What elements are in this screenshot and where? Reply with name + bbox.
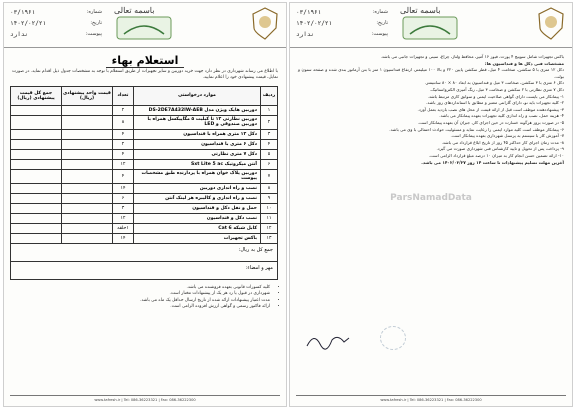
attachment-label: پیوست: — [85, 31, 102, 37]
municipality-logo — [116, 16, 172, 40]
paragraph: ۳- پیشنهاددهنده موظف است قبل از ارائه قیمت از محل های نصب بازدید بعمل آورد. — [417, 106, 564, 112]
row-quantity: ۲ — [113, 105, 134, 115]
col-header-desc: موارد درخواستی — [134, 86, 261, 105]
row-unit-price — [62, 129, 113, 139]
row-number: ۵ — [261, 149, 278, 159]
row-quantity: ۱۲ — [113, 213, 134, 223]
number-label: شماره: — [372, 9, 388, 15]
number-label: شماره: — [86, 9, 102, 15]
row-unit-price — [62, 233, 113, 243]
row-number: ۶ — [261, 159, 278, 169]
row-quantity: ۴ — [113, 129, 134, 139]
row-quantity: ۱۴ — [113, 183, 134, 193]
row-quantity: ۳ — [113, 203, 134, 213]
paragraph: دکل ۱۲ متری با ۵ سکشن، ضخامت ۴ میل، قطر سکشن پایین ۲۲۰ و بالا ۱۰۰ میلیمتر، ارتفاع فنداسیون ۱ متر با بتن آرماتور بندی شده و صفحه ستون و بولت. — [298, 67, 564, 79]
row-quantity: ۸ — [113, 115, 134, 129]
row-total-price — [11, 105, 62, 115]
table-row — [11, 169, 278, 183]
watermark: ParsNamadData — [390, 193, 472, 203]
row-number: ۱۳ — [261, 233, 278, 243]
table-row — [11, 139, 278, 149]
emblem-icon — [250, 6, 280, 40]
paragraph: ۸- مدت زمان اجرای کار حداکثر ۴۵ روز از تاریخ ابلاغ قرارداد می باشد. — [441, 139, 564, 145]
row-description: نصب دکل و فنداسیون — [134, 213, 261, 223]
row-quantity: ۶ — [113, 193, 134, 203]
attachment-value: ندارد — [10, 31, 29, 38]
paragraph: دکل ۷ متری نظارتی با ۲ سکشن و ضخامت ۳ میل، رنگ آمیزی الکترواستاتیک. — [429, 86, 564, 92]
col-header-unit-price: قیمت واحد پیشنهادی (ریال) — [62, 86, 113, 105]
row-number: ۷ — [261, 169, 278, 183]
row-unit-price — [62, 203, 113, 213]
paragraph: ۱۰- ارائه تضمین حسن انجام کار به میزان ۱۰ درصد مبلغ قرارداد الزامی است. — [428, 152, 564, 158]
document-title: استعلام بهاء — [4, 54, 286, 67]
row-unit-price — [62, 183, 113, 193]
table-row — [11, 149, 278, 159]
row-description: دکل ۱۲ متری همراه با فنداسیون — [134, 129, 261, 139]
summary-box — [10, 244, 278, 280]
table-row — [11, 115, 278, 129]
page-footer: www.tafresh.ir | Tel: 086-36223321 | Fax: 086-36222300 — [10, 395, 280, 402]
table-row — [11, 193, 278, 203]
terms-body — [290, 48, 572, 166]
table-row — [11, 159, 278, 169]
letterhead — [4, 3, 286, 48]
row-description: باکس تجهیزات — [134, 233, 261, 243]
row-quantity: ۴ — [113, 149, 134, 159]
row-number: ۹ — [261, 193, 278, 203]
row-description: دکل ۷ متری نظارتی — [134, 149, 261, 159]
row-description: نصب و راه اندازی دوربین — [134, 183, 261, 193]
row-description: دوربین نظارتی ۱۲ تا کیلیت ۵ مگاپیکسل همراه با دوربین صندوقی و LED — [134, 115, 261, 129]
signature-icon — [304, 328, 352, 354]
paragraph: ۱- پیمانکار می بایست دارای گواهی صلاحیت ایمنی و سوابق کاری مرتبط باشد. — [427, 93, 564, 99]
row-quantity: ۴ — [113, 169, 134, 183]
row-quantity: ۱۴ — [113, 233, 134, 243]
row-total-price — [11, 203, 62, 213]
row-total-price — [11, 193, 62, 203]
paragraph: ۴- هزینه حمل، نصب و راه اندازی کلیه تجهیزات بعهده پیمانکار می باشد. — [439, 113, 564, 119]
row-description: آنتن میکروتیک Sxt Lite 5 ac — [134, 159, 261, 169]
table-row — [11, 233, 278, 243]
row-quantity: ۱حلقه — [113, 223, 134, 233]
row-unit-price — [62, 159, 113, 169]
table-row — [11, 203, 278, 213]
paragraph: مشخصات فنی دکل ها و فنداسیون ها: — [484, 60, 564, 66]
row-description: دوربین پلاک خوان همراه با پردازنده طبق مشخصات پیوست — [134, 169, 261, 183]
letter-meta — [296, 7, 388, 40]
left-document-page — [3, 2, 287, 407]
row-unit-price — [62, 115, 113, 129]
row-number: ۱۰ — [261, 203, 278, 213]
row-total-price — [11, 115, 62, 129]
paragraph: ۲- کلیه تجهیزات باید نو، دارای گارانتی معتبر و مطابق با استانداردهای روز باشد. — [426, 100, 564, 106]
row-quantity: ۲ — [113, 139, 134, 149]
emblem-icon — [536, 6, 566, 40]
note-item: • کلیه کسورات قانونی بعهده فروشنده می باشد. — [12, 285, 270, 291]
row-number: ۲ — [261, 115, 278, 129]
attachment-label: پیوست: — [371, 31, 388, 37]
row-unit-price — [62, 193, 113, 203]
row-quantity: ۱۲ — [113, 159, 134, 169]
page-footer: www.tafresh.ir | Tel: 086-36223321 | Fax: 086-36222300 — [296, 395, 566, 402]
note-item: • مدت اعتبار پیشنهادات ارائه شده از تاریخ ارسال حداقل یک ماه می باشد. — [12, 298, 270, 304]
date-value: ۱۴۰۲/۰۲/۲۱ — [10, 20, 47, 27]
signature-label: مهر و امضاء: — [11, 261, 277, 279]
row-number: ۱۱ — [261, 213, 278, 223]
attachment-value: ندارد — [296, 31, 315, 38]
row-description: کابل شبکه Cat 6 — [134, 223, 261, 233]
row-total-price — [11, 183, 62, 193]
notes-section — [4, 280, 286, 311]
row-unit-price — [62, 213, 113, 223]
row-unit-price — [62, 223, 113, 233]
row-total-price — [11, 139, 62, 149]
letter-meta — [10, 7, 102, 40]
date-label: تاریخ: — [90, 20, 102, 26]
date-value: ۱۴۰۲/۰۲/۲۱ — [296, 20, 333, 27]
basmala: باسمه تعالی — [114, 6, 155, 15]
row-unit-price — [62, 169, 113, 183]
paragraph: آخرین مهلت تسلیم پیشنهادات تا ساعت ۱۴ روز ۱۴۰۲/۰۲/۲۷ می باشد. — [421, 159, 564, 165]
row-total-price — [11, 233, 62, 243]
row-unit-price — [62, 105, 113, 115]
note-item: • شهرداری در قبول یا رد هر یک از پیشنهادات مختار است. — [12, 291, 270, 297]
row-description: دوربین هایک ویژن مدل DS-2DE7A432IW-AEB — [134, 105, 261, 115]
table-row — [11, 105, 278, 115]
number-value: ۰۳/۱۹۶۱ — [10, 9, 36, 16]
right-document-page — [289, 2, 573, 407]
row-total-price — [11, 223, 62, 233]
row-description: حمل و نقل دکل و فنداسیون — [134, 203, 261, 213]
paragraph: ۶- پیمانکار موظف است کلیه موارد ایمنی را رعایت نماید و مسئولیت حوادث احتمالی با وی می باشد. — [389, 126, 564, 132]
table-row — [11, 223, 278, 233]
municipality-logo — [402, 16, 458, 40]
row-total-price — [11, 149, 62, 159]
row-number: ۸ — [261, 183, 278, 193]
table-row — [11, 129, 278, 139]
col-header-qty: تعداد — [113, 86, 134, 105]
row-number: ۱۲ — [261, 223, 278, 233]
total-sum-label: جمع کل به ریال: — [238, 246, 273, 253]
basmala: باسمه تعالی — [400, 6, 441, 15]
paragraph: ۹- پرداخت پس از تحویل و تایید کارشناس فنی شهرداری صورت می گیرد. — [436, 146, 564, 152]
row-description: دکل ۶ متری با فنداسیون — [134, 139, 261, 149]
paragraph: باکس تجهیزات شامل سوییچ ۴ پورت، فیوز ۱۶ آمپر، محافظ ولتاژ، چراغ، سینی و تجهیزات جانبی می باشد. — [380, 54, 564, 59]
row-number: ۳ — [261, 129, 278, 139]
items-table — [10, 86, 278, 244]
col-header-no: ردیف — [261, 86, 278, 105]
date-label: تاریخ: — [376, 20, 388, 26]
row-total-price — [11, 129, 62, 139]
stamp-icon — [380, 326, 406, 350]
paragraph: ۵- در صورت بروز هرگونه خسارت در حین اجرای کار، جبران آن بعهده پیمانکار است. — [417, 119, 564, 125]
number-value: ۰۳/۱۹۶۱ — [296, 9, 322, 16]
intro-paragraph: با اطلاع می رساند شهرداری در نظر دارد جهت خرید دوربین و سایر تجهیزات از طریق استعلام با توجه به مشخصات جدول ذیل اقدام نماید. در صورت تمایل، قیمت پیشنهادی خود را اعلام نمایید. — [12, 69, 278, 81]
table-row — [11, 183, 278, 193]
row-unit-price — [62, 149, 113, 159]
row-description: نصب و راه اندازی و کالیبره هر لینک آنتن — [134, 193, 261, 203]
row-total-price — [11, 169, 62, 183]
row-number: ۴ — [261, 139, 278, 149]
table-header-row — [11, 86, 278, 105]
paragraph: ۷- آموزش کار با سیستم به پرسنل شهرداری بعهده پیمانکار است. — [450, 133, 564, 139]
note-item: • ارائه فاکتور رسمی و گواهی ارزش افزوده الزامی است. — [12, 304, 270, 310]
row-total-price — [11, 159, 62, 169]
col-header-total: جمع کل قیمت پیشنهادی (ریال) — [11, 86, 62, 105]
table-row — [11, 213, 278, 223]
letterhead — [290, 3, 572, 48]
row-unit-price — [62, 139, 113, 149]
paragraph: دکل ۶ متری با ۳ سکشن، ضخامت ۳ میل و فنداسیون به ابعاد ۸۰ × ۸۰ سانتیمتر. — [424, 80, 564, 86]
row-number: ۱ — [261, 105, 278, 115]
row-total-price — [11, 213, 62, 223]
